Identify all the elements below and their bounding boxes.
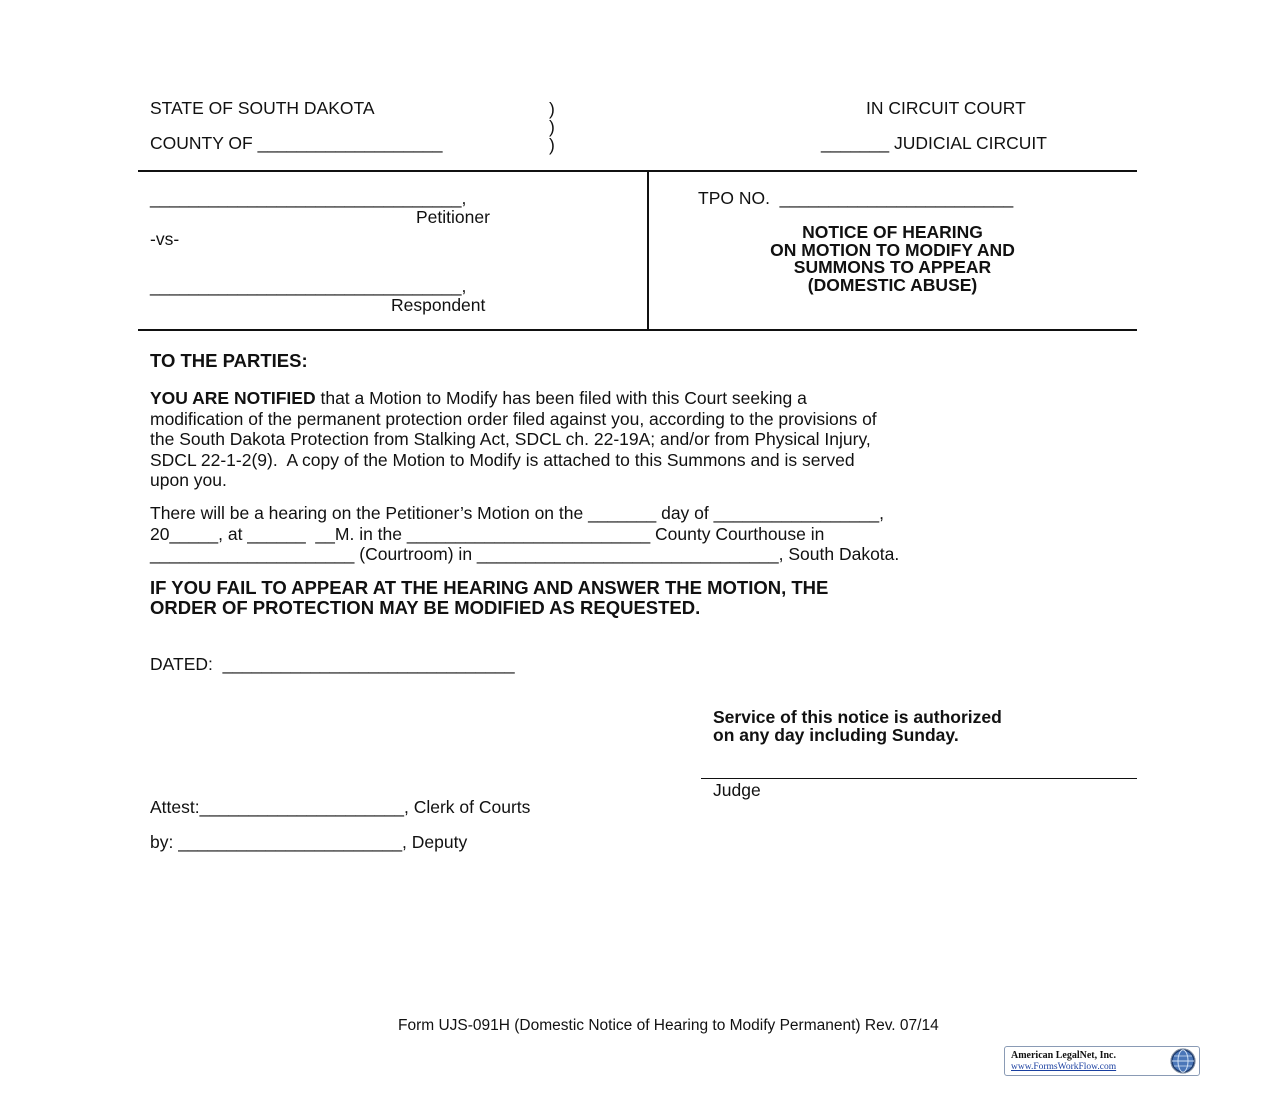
notice-line: upon you. — [150, 470, 227, 490]
attest-line: Attest:_____________________, Clerk of Courts — [150, 797, 531, 817]
warning-line: ORDER OF PROTECTION MAY BE MODIFIED AS REQUESTED. — [150, 596, 701, 618]
petitioner-line: ________________________________, — [150, 188, 467, 208]
notified-text: that a Motion to Modify has been filed with this Court seeking a — [315, 388, 807, 408]
hearing-line: There will be a hearing on the Petitioner’s Motion on the _______ day of _________________, — [150, 503, 884, 523]
dated-line: DATED: ______________________________ — [150, 654, 515, 674]
court-name: IN CIRCUIT COURT — [866, 98, 1026, 118]
to-parties-heading: TO THE PARTIES: — [150, 350, 308, 371]
judge-signature-line — [701, 778, 1137, 779]
title-line: (DOMESTIC ABUSE) — [807, 274, 978, 295]
judge-label: Judge — [713, 780, 761, 800]
notified-bold: YOU ARE NOTIFIED — [150, 388, 316, 408]
county-caption: COUNTY OF ___________________ — [150, 133, 443, 153]
caption-bottom-rule — [138, 329, 1137, 331]
caption-paren: ) — [549, 117, 555, 137]
logo-url-link[interactable]: www.FormsWorkFlow.com — [1011, 1062, 1117, 1072]
notice-line: SDCL 22-1-2(9). A copy of the Motion to Modify is attached to this Summons and is served — [150, 449, 855, 470]
state-caption: STATE OF SOUTH DAKOTA — [150, 98, 375, 118]
title-line: SUMMONS TO APPEAR — [793, 257, 992, 277]
caption-paren: ) — [549, 135, 555, 155]
judicial-circuit: _______ JUDICIAL CIRCUIT — [821, 133, 1047, 153]
respondent-line: ________________________________, — [150, 276, 467, 296]
american-legalnet-logo[interactable] — [1004, 1046, 1200, 1076]
notice-line: modification of the permanent protection order filed against you, according to the provisions of — [150, 408, 877, 429]
petitioner-label: Petitioner — [416, 207, 490, 227]
caption-paren: ) — [549, 99, 555, 119]
service-note: Service of this notice is authorized — [713, 707, 1002, 727]
form-id: Form UJS-091H (Domestic Notice of Hearing to Modify Permanent) Rev. 07/14 — [398, 1017, 939, 1034]
title-line: ON MOTION TO MODIFY AND — [770, 239, 1015, 260]
warning-line: IF YOU FAIL TO APPEAR AT THE HEARING AND ANSWER THE MOTION, THE — [150, 577, 829, 598]
service-note: on any day including Sunday. — [713, 725, 959, 745]
globe-icon — [1170, 1048, 1196, 1074]
respondent-label: Respondent — [391, 295, 486, 315]
versus-label: -vs- — [150, 229, 180, 249]
notice-paragraph — [150, 388, 807, 408]
notice-line: the South Dakota Protection from Stalking Act, SDCL ch. 22-19A; and/or from Physical Injury, — [150, 429, 871, 449]
hearing-line: _____________________ (Courtroom) in _______________________________, South Dakota. — [150, 544, 900, 564]
caption-divider — [647, 170, 649, 331]
caption-top-rule — [138, 170, 1137, 172]
hearing-line: 20_____, at ______ __M. in the _________________________ County Courthouse in — [150, 523, 825, 544]
document-title — [690, 224, 1095, 294]
tpo-number: TPO NO. ________________________ — [698, 188, 1014, 208]
logo-name: American LegalNet, Inc. — [1011, 1050, 1116, 1061]
deputy-line: by: _______________________, Deputy — [150, 832, 468, 852]
title-line: NOTICE OF HEARING — [802, 222, 983, 242]
